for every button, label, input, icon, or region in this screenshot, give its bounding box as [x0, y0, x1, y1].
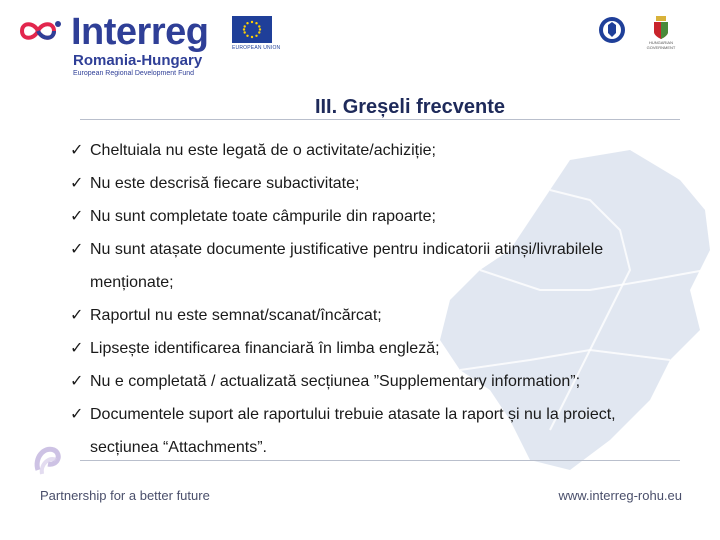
title-divider: [80, 119, 680, 120]
footer-divider: [80, 460, 680, 461]
list-item: [70, 134, 670, 167]
footer-tagline: Partnership for a better future: [40, 488, 210, 503]
check-icon: ✓: [70, 241, 84, 258]
list-item: [70, 365, 670, 398]
list-item: [70, 167, 670, 200]
footer-url[interactable]: www.interreg-rohu.eu: [558, 488, 682, 503]
bullet-text: Lipsește identificarea financiară în limba engleză;: [90, 340, 440, 357]
eu-flag-icon: [232, 16, 272, 43]
brand-fund: European Regional Development Fund: [73, 70, 195, 77]
hungary-label: HUNGARIAN GOVERNMENT: [646, 40, 676, 50]
bullet-text: Cheltuiala nu este legată de o activitate/achiziție;: [90, 142, 436, 159]
list-item: [70, 299, 670, 332]
bullet-text: Nu sunt atașate documente justificative pentru indicatorii atinși/livrabilele menționate;: [90, 241, 604, 291]
check-icon: ✓: [70, 340, 84, 357]
eu-label: EUROPEAN UNION: [232, 45, 281, 51]
bullet-text: Nu este descrisă fiecare subactivitate;: [90, 175, 360, 192]
list-item: [70, 200, 670, 233]
check-icon: ✓: [70, 373, 84, 390]
bullet-text: Nu sunt completate toate câmpurile din rapoarte;: [90, 208, 436, 225]
bullet-text: Nu e completată / actualizată secțiunea ”Supplementary information”;: [90, 373, 581, 390]
list-item: [70, 398, 670, 464]
bullet-list: [70, 134, 670, 464]
check-icon: ✓: [70, 406, 84, 423]
slide-title: III. Greșeli frecvente: [314, 96, 506, 118]
list-item: [70, 233, 670, 299]
decorative-swirl-icon: [30, 440, 70, 480]
check-icon: ✓: [70, 142, 84, 159]
brand-subtitle: Romania-Hungary: [73, 52, 203, 69]
bullet-text: Raportul nu este semnat/scanat/încărcat;: [90, 307, 382, 324]
romania-emblem-icon: [598, 16, 626, 44]
hungary-emblem-icon: [650, 14, 672, 40]
bullet-text: Documentele suport ale raportului trebuie atasate la raport și nu la proiect, secțiunea “Attachments”.: [90, 406, 616, 456]
interreg-logo-icon: [18, 18, 62, 44]
check-icon: ✓: [70, 208, 84, 225]
list-item: [70, 332, 670, 365]
check-icon: ✓: [70, 175, 84, 192]
brand-title: Interreg: [71, 11, 209, 53]
check-icon: ✓: [70, 307, 84, 324]
